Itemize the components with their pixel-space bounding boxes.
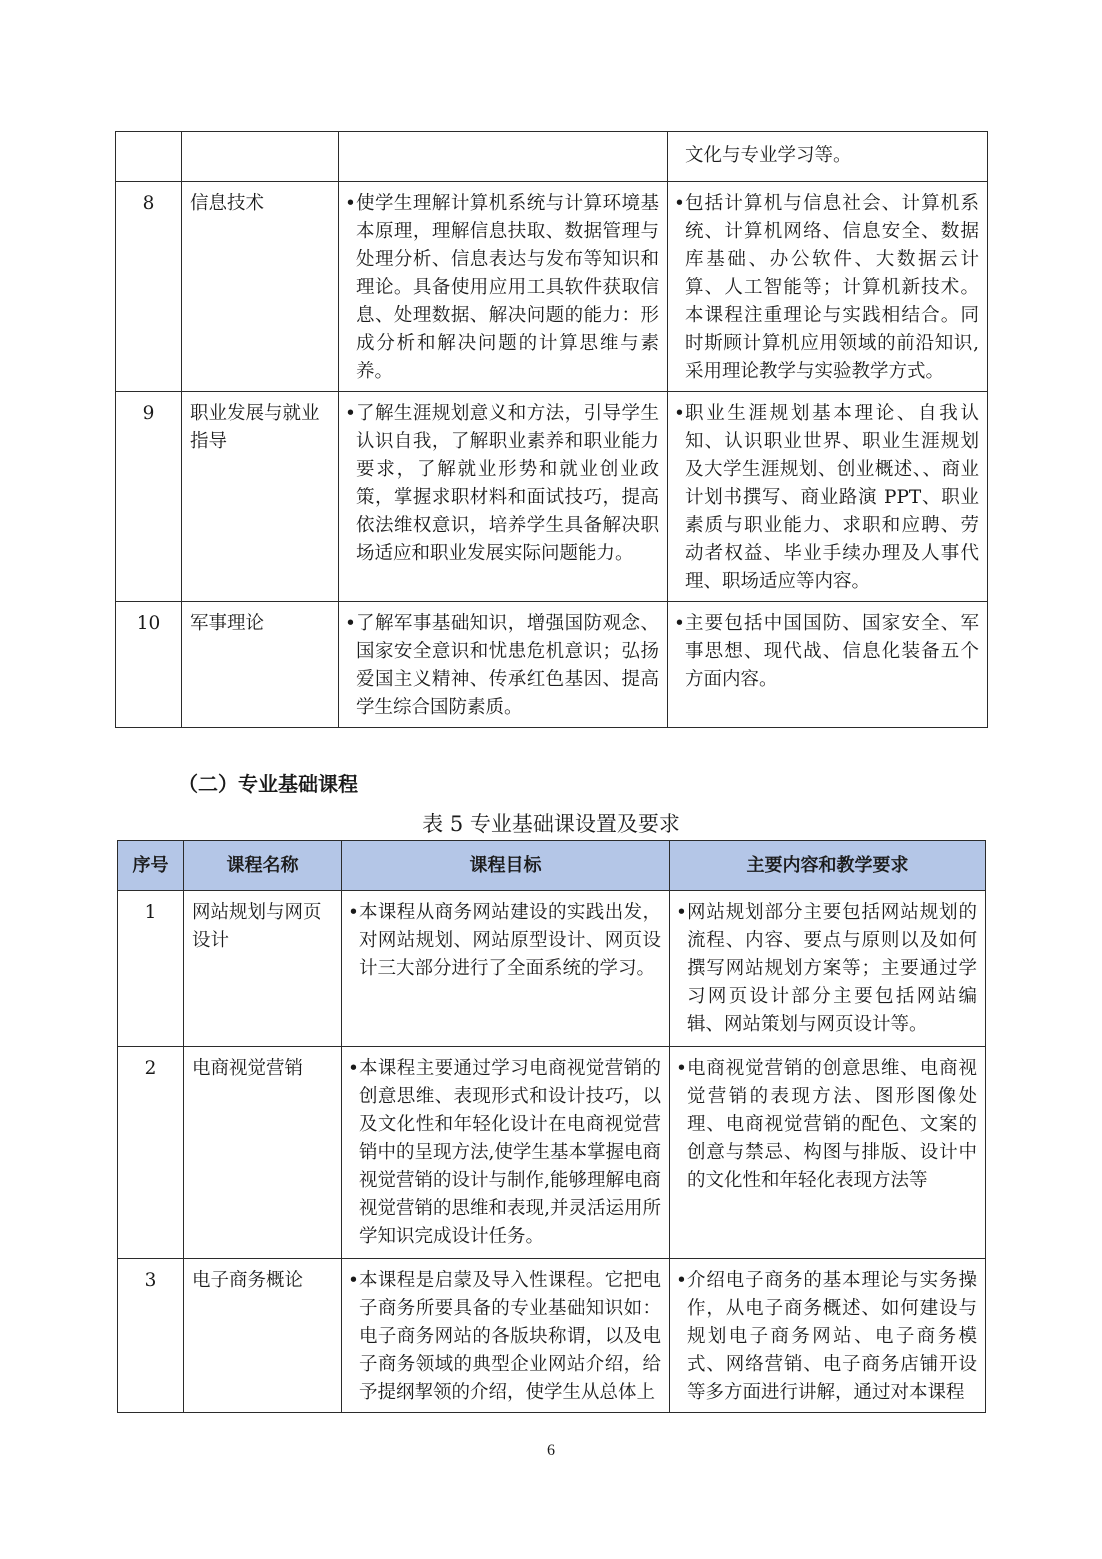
- page-number: 6: [547, 1442, 555, 1459]
- table-row: [116, 182, 988, 392]
- bullet-icon: •: [345, 193, 356, 214]
- professional-foundation-courses-table: [117, 840, 986, 1413]
- goal-cell: [342, 1047, 670, 1259]
- goal-cell: [339, 392, 668, 602]
- content-text: 电商视觉营销的创意思维、电商视觉营销的表现方法、图形图像处理、电商视觉营销的配色、文案的创意与禁忌、构图与排版、设计中的文化性和年轻化表现方法等: [687, 1058, 977, 1191]
- course-name: 职业发展与就业指导: [182, 392, 339, 602]
- content-text: 网站规划部分主要包括网站规划的流程、内容、要点与原则以及如何撰写网站规划方案等；主要通过学习网页设计部分主要包括网站编辑、网站策划与网页设计等。: [687, 902, 977, 1035]
- section-heading: （二）专业基础课程: [178, 772, 358, 796]
- bullet-icon: •: [345, 613, 356, 634]
- goal-cell: [339, 182, 668, 392]
- course-name: 网站规划与网页设计: [184, 891, 342, 1047]
- content-cell: [670, 1047, 986, 1259]
- bullet-icon: •: [674, 613, 685, 634]
- goal-text: 本课程从商务网站建设的实践出发，对网站规划、网站原型设计、网页设计三大部分进行了全面系统的学习。: [359, 902, 661, 979]
- goal-cell: [342, 891, 670, 1047]
- header-content: 主要内容和教学要求: [670, 841, 986, 891]
- row-number: 2: [118, 1047, 184, 1259]
- content-cell: [668, 182, 988, 392]
- row-number: 8: [116, 182, 182, 392]
- content-cell: [668, 602, 988, 728]
- bullet-icon: •: [348, 1058, 359, 1079]
- content-cell: [670, 891, 986, 1047]
- goal-text: 本课程主要通过学习电商视觉营销的创意思维、表现形式和设计技巧，以及文化性和年轻化设计在电商视觉营销中的呈现方法,使学生基本掌握电商视觉营销的设计与制作,能够理解电商视觉营销的思维和表现,并灵活运用所学知识完成设计任务。: [359, 1058, 661, 1247]
- goal-cell: [339, 602, 668, 728]
- course-name: 电商视觉营销: [184, 1047, 342, 1259]
- course-name: 电子商务概论: [184, 1259, 342, 1413]
- table-row: [118, 1047, 986, 1259]
- table-caption: 表 5 专业基础课设置及要求: [422, 812, 680, 836]
- bullet-icon: •: [676, 1270, 687, 1291]
- table-row: [118, 1259, 986, 1413]
- content-text: 文化与专业学习等。: [685, 145, 852, 166]
- content-text: 介绍电子商务的基本理论与实务操作，从电子商务概述、如何建设与规划电子商务网站、电子商务模式、网络营销、电子商务店铺开设等多方面进行讲解，通过对本课程: [687, 1270, 977, 1403]
- row-number: 9: [116, 392, 182, 602]
- goal-cell: [339, 132, 668, 182]
- bullet-icon: •: [674, 403, 685, 424]
- table-row: [116, 132, 988, 182]
- bullet-icon: •: [676, 902, 687, 923]
- table-row: [116, 392, 988, 602]
- content-cell: [668, 132, 988, 182]
- course-name: 军事理论: [182, 602, 339, 728]
- bullet-icon: •: [348, 902, 359, 923]
- goal-cell: [342, 1259, 670, 1413]
- course-name: 信息技术: [182, 182, 339, 392]
- content-text: 职业生涯规划基本理论、自我认知、认识职业世界、职业生涯规划及大学生涯规划、创业概述、、商业计划书撰写、商业路演 PPT、职业素质与职业能力、求职和应聘、劳动者权益、毕业手续办理及人事代理、职场适应等内容。: [685, 403, 979, 592]
- content-cell: [670, 1259, 986, 1413]
- name-cell: [182, 132, 339, 182]
- goal-text: 本课程是启蒙及导入性课程。它把电子商务所要具备的专业基础知识如：电子商务网站的各版块称谓，以及电子商务领域的典型企业网站介绍，给予提纲挈领的介绍，使学生从总体上: [359, 1270, 661, 1403]
- row-number: 10: [116, 602, 182, 728]
- table-header-row: [118, 841, 986, 891]
- bullet-icon: •: [345, 403, 356, 424]
- table-row: [118, 891, 986, 1047]
- header-name: 课程名称: [184, 841, 342, 891]
- content-text: 包括计算机与信息社会、计算机系统、计算机网络、信息安全、数据库基础、办公软件、大数据云计算、人工智能等；计算机新技术。本课程注重理论与实践相结合。同时斯顾计算机应用领域的前沿知识,采用理论教学与实验教学方式。: [685, 193, 979, 382]
- row-number: 3: [118, 1259, 184, 1413]
- bullet-icon: •: [348, 1270, 359, 1291]
- content-text: 主要包括中国国防、国家安全、军事思想、现代战、信息化装备五个方面内容。: [685, 613, 979, 690]
- no-cell: [116, 132, 182, 182]
- content-cell: [668, 392, 988, 602]
- bullet-icon: •: [674, 193, 685, 214]
- header-goal: 课程目标: [342, 841, 670, 891]
- general-courses-table-continued: [115, 131, 988, 728]
- row-number: 1: [118, 891, 184, 1047]
- goal-text: 了解生涯规划意义和方法，引导学生认识自我，了解职业素养和职业能力要求，了解就业形势和就业创业政策，掌握求职材料和面试技巧，提高依法维权意识，培养学生具备解决职场适应和职业发展实际问题能力。: [356, 403, 659, 564]
- goal-text: 了解军事基础知识，增强国防观念、国家安全意识和忧患危机意识；弘扬爱国主义精神、传承红色基因、提高学生综合国防素质。: [356, 613, 659, 718]
- header-no: 序号: [118, 841, 184, 891]
- table-row: [116, 602, 988, 728]
- goal-text: 使学生理解计算机系统与计算环境基本原理，理解信息扶取、数据管理与处理分析、信息表达与发布等知识和理论。具备使用应用工具软件获取信息、处理数据、解决问题的能力：形成分析和解决问题的计算思维与素养。: [356, 193, 659, 382]
- bullet-icon: •: [676, 1058, 687, 1079]
